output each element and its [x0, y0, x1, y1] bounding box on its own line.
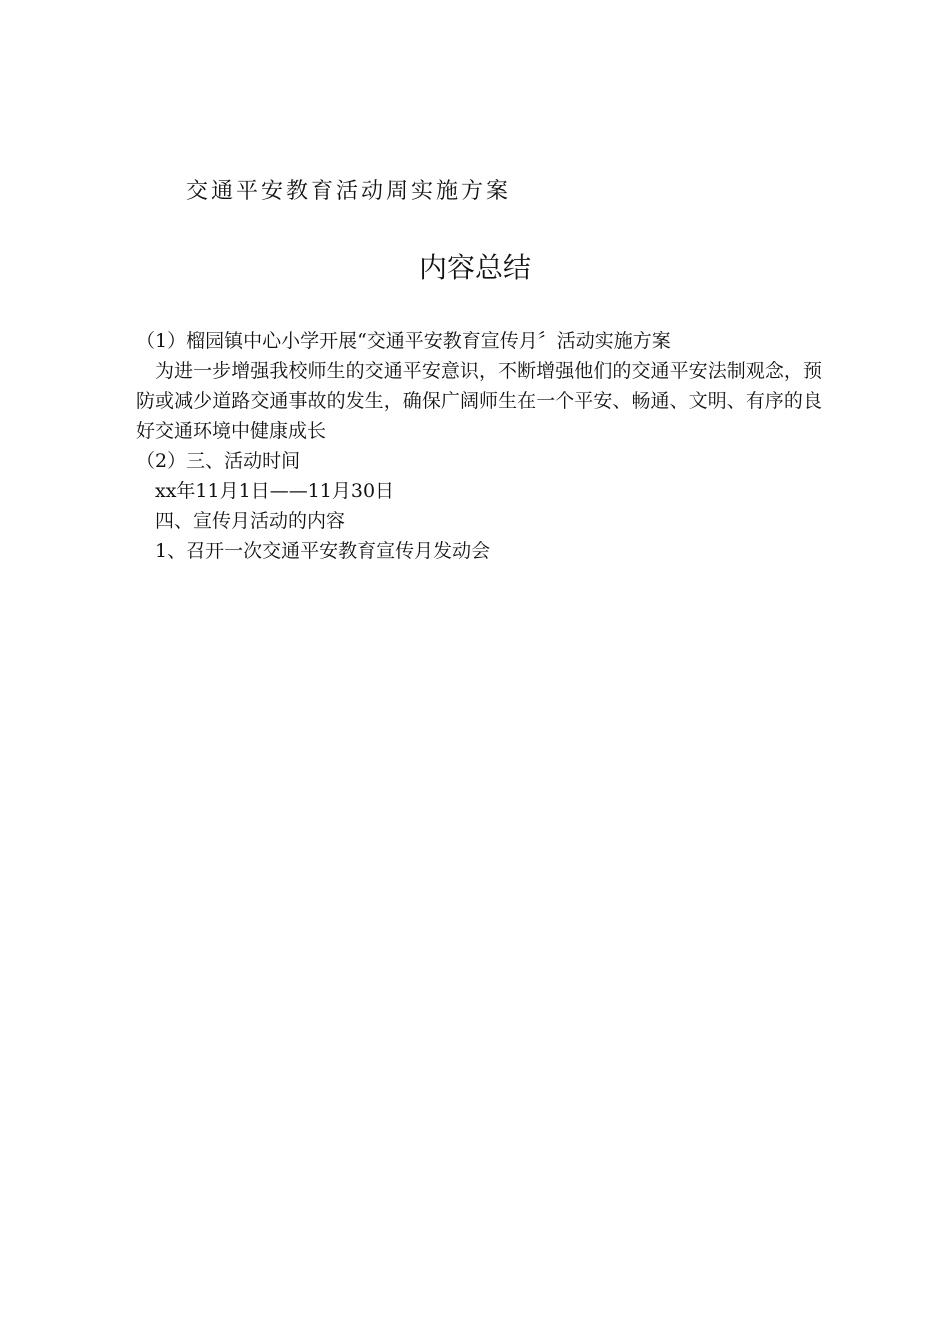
list-item: 1、召开一次交通平安教育宣传月发动会 — [155, 540, 491, 562]
content-subheading: 四、宣传月活动的内容 — [155, 510, 346, 532]
date-range: xx年11月1日——11月30日 — [155, 480, 395, 502]
section-heading: 内容总结 — [418, 251, 531, 284]
item-1-paragraph: 为进一步增强我校师生的交通平安意识，不断增强他们的交通平安法制观念，预防或减少道路交通事故的发生，确保广阔师生在一个平安、畅通、文明、有序的良好交通环境中健康成长 — [136, 360, 822, 442]
item-2-heading: （2）三、活动时间 — [136, 450, 301, 472]
document-title: 交通平安教育活动周实施方案 — [186, 179, 512, 204]
document-body — [136, 326, 822, 566]
item-1-heading: （1）榴园镇中心小学开展“交通平安教育宣传月〞活动实施方案 — [136, 330, 671, 352]
